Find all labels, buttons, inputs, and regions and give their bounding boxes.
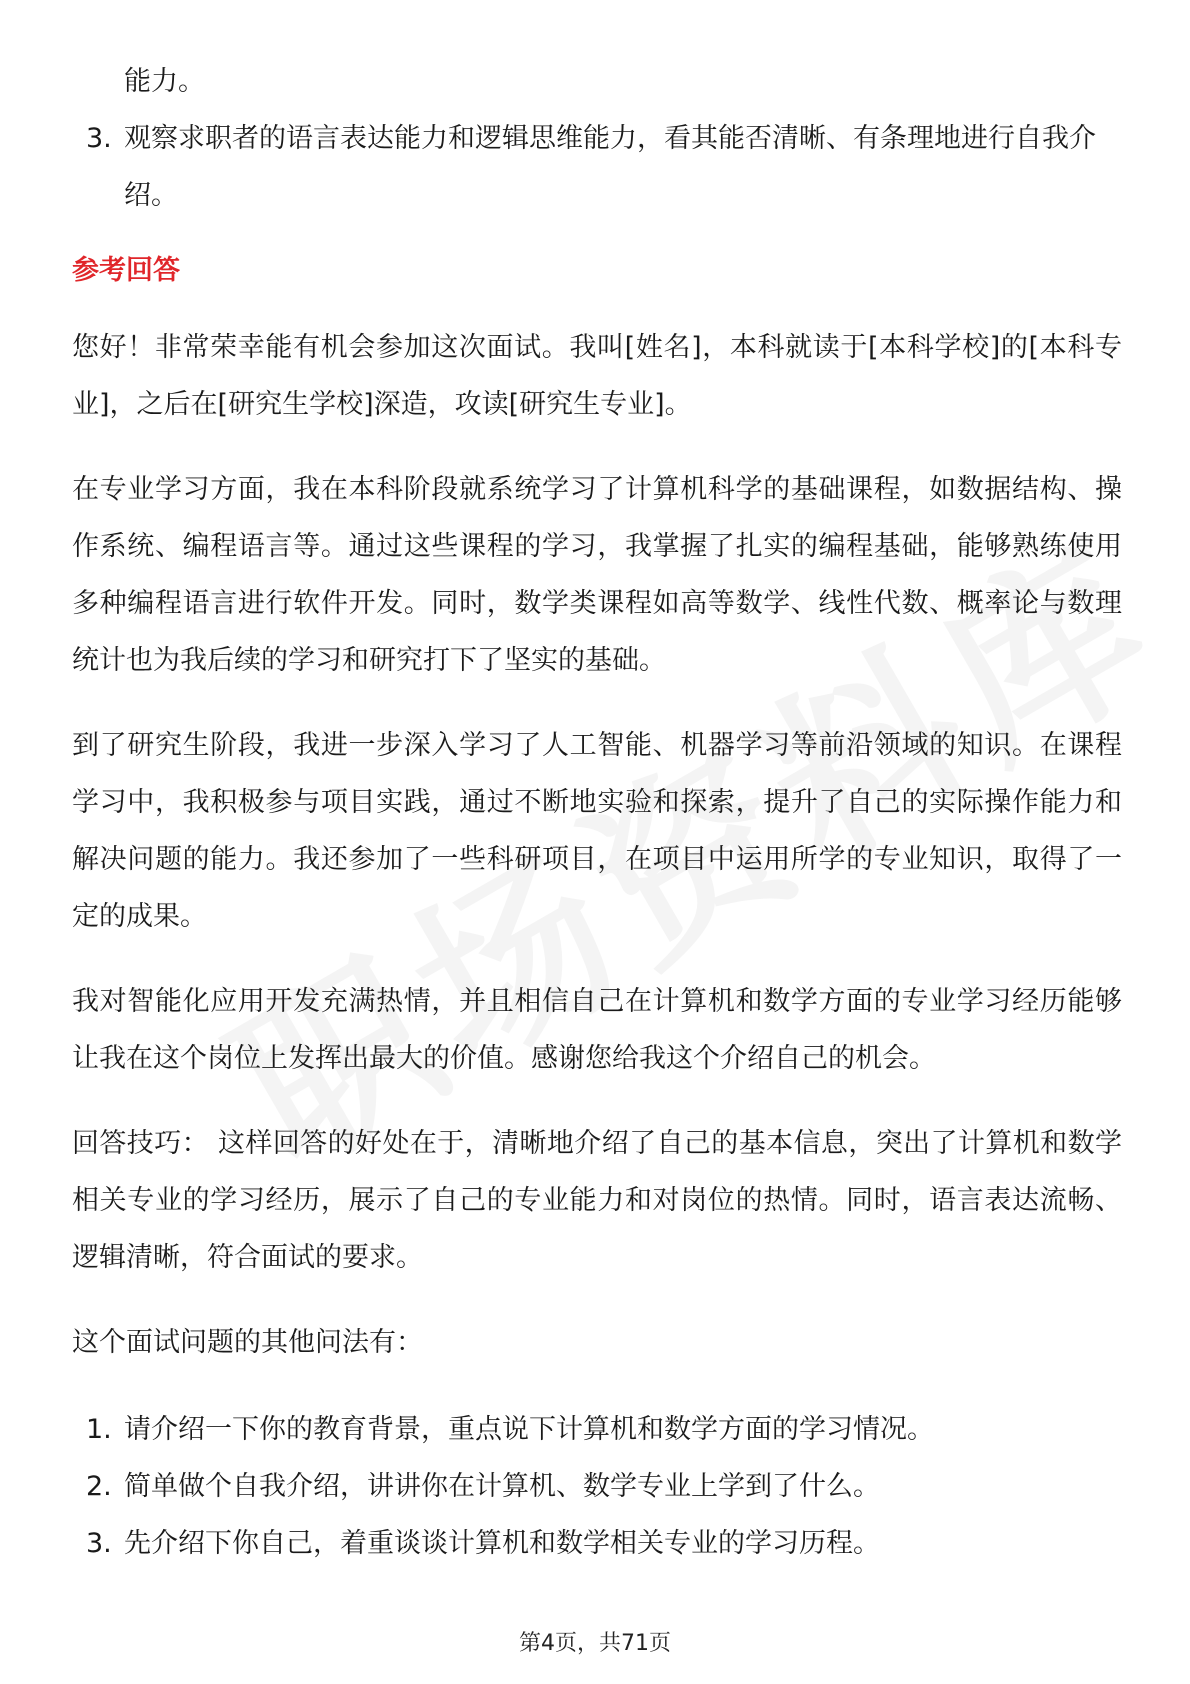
alt-questions-list [72, 1401, 1122, 1572]
page-content [72, 53, 1122, 1572]
list-item-continuation [72, 53, 1122, 110]
list-item-number: 1. [86, 1414, 112, 1445]
list-item-text: 请介绍一下你的教育背景，重点说下计算机和数学方面的学习情况。 [124, 1414, 934, 1445]
paragraph-closing: 我对智能化应用开发充满热情，并且相信自己在计算机和数学方面的专业学习经历能够让我在这个岗位上发挥出最大的价值。感谢您给我这个介绍自己的机会。 [72, 986, 1122, 1074]
paragraph-alt-questions-intro: 这个面试问题的其他问法有： [72, 1327, 423, 1358]
list-item-text: 先介绍下你自己，着重谈谈计算机和数学相关专业的学习历程。 [124, 1528, 880, 1559]
paragraph-undergrad: 在专业学习方面，我在本科阶段就系统学习了计算机科学的基础课程，如数据结构、操作系统、编程语言等。通过这些课程的学习，我掌握了扎实的编程基础，能够熟练使用多种编程语言进行软件开发。同时，数学类课程如高等数学、线性代数、概率论与数理统计也为我后续的学习和研究打下了坚实的基础。 [72, 474, 1122, 676]
list-item-text: 观察求职者的语言表达能力和逻辑思维能力，看其能否清晰、有条理地进行自我介绍。 [124, 123, 1096, 211]
paragraph-tips: 回答技巧： 这样回答的好处在于，清晰地介绍了自己的基本信息，突出了计算机和数学相关专业的学习经历，展示了自己的专业能力和对岗位的热情。同时，语言表达流畅、逻辑清晰，符合面试的要求。 [72, 1128, 1122, 1273]
list-item [72, 1515, 1122, 1572]
list-item-text: 简单做个自我介绍，讲讲你在计算机、数学专业上学到了什么。 [124, 1471, 880, 1502]
list-item-number: 3. [86, 1528, 112, 1559]
document-page [72, 0, 1122, 1684]
list-item-number: 3. [86, 123, 112, 154]
paragraph-greeting: 您好！非常荣幸能有机会参加这次面试。我叫[姓名]，本科就读于[本科学校]的[本科专业]，之后在[研究生学校]深造，攻读[研究生专业]。 [72, 332, 1122, 420]
page-footer: 第4页，共71页 [519, 1631, 671, 1656]
list-item [72, 1458, 1122, 1515]
section-heading: 参考回答 [72, 255, 180, 286]
paragraph-graduate: 到了研究生阶段，我进一步深入学习了人工智能、机器学习等前沿领域的知识。在课程学习中，我积极参与项目实践，通过不断地实验和探索，提升了自己的实际操作能力和解决问题的能力。我还参加了一些科研项目，在项目中运用所学的专业知识，取得了一定的成果。 [72, 730, 1122, 932]
list-item-number: 2. [86, 1471, 112, 1502]
list-item [72, 110, 1122, 224]
top-numbered-list [72, 53, 1122, 224]
list-item-text: 能力。 [124, 66, 205, 97]
list-item [72, 1401, 1122, 1458]
